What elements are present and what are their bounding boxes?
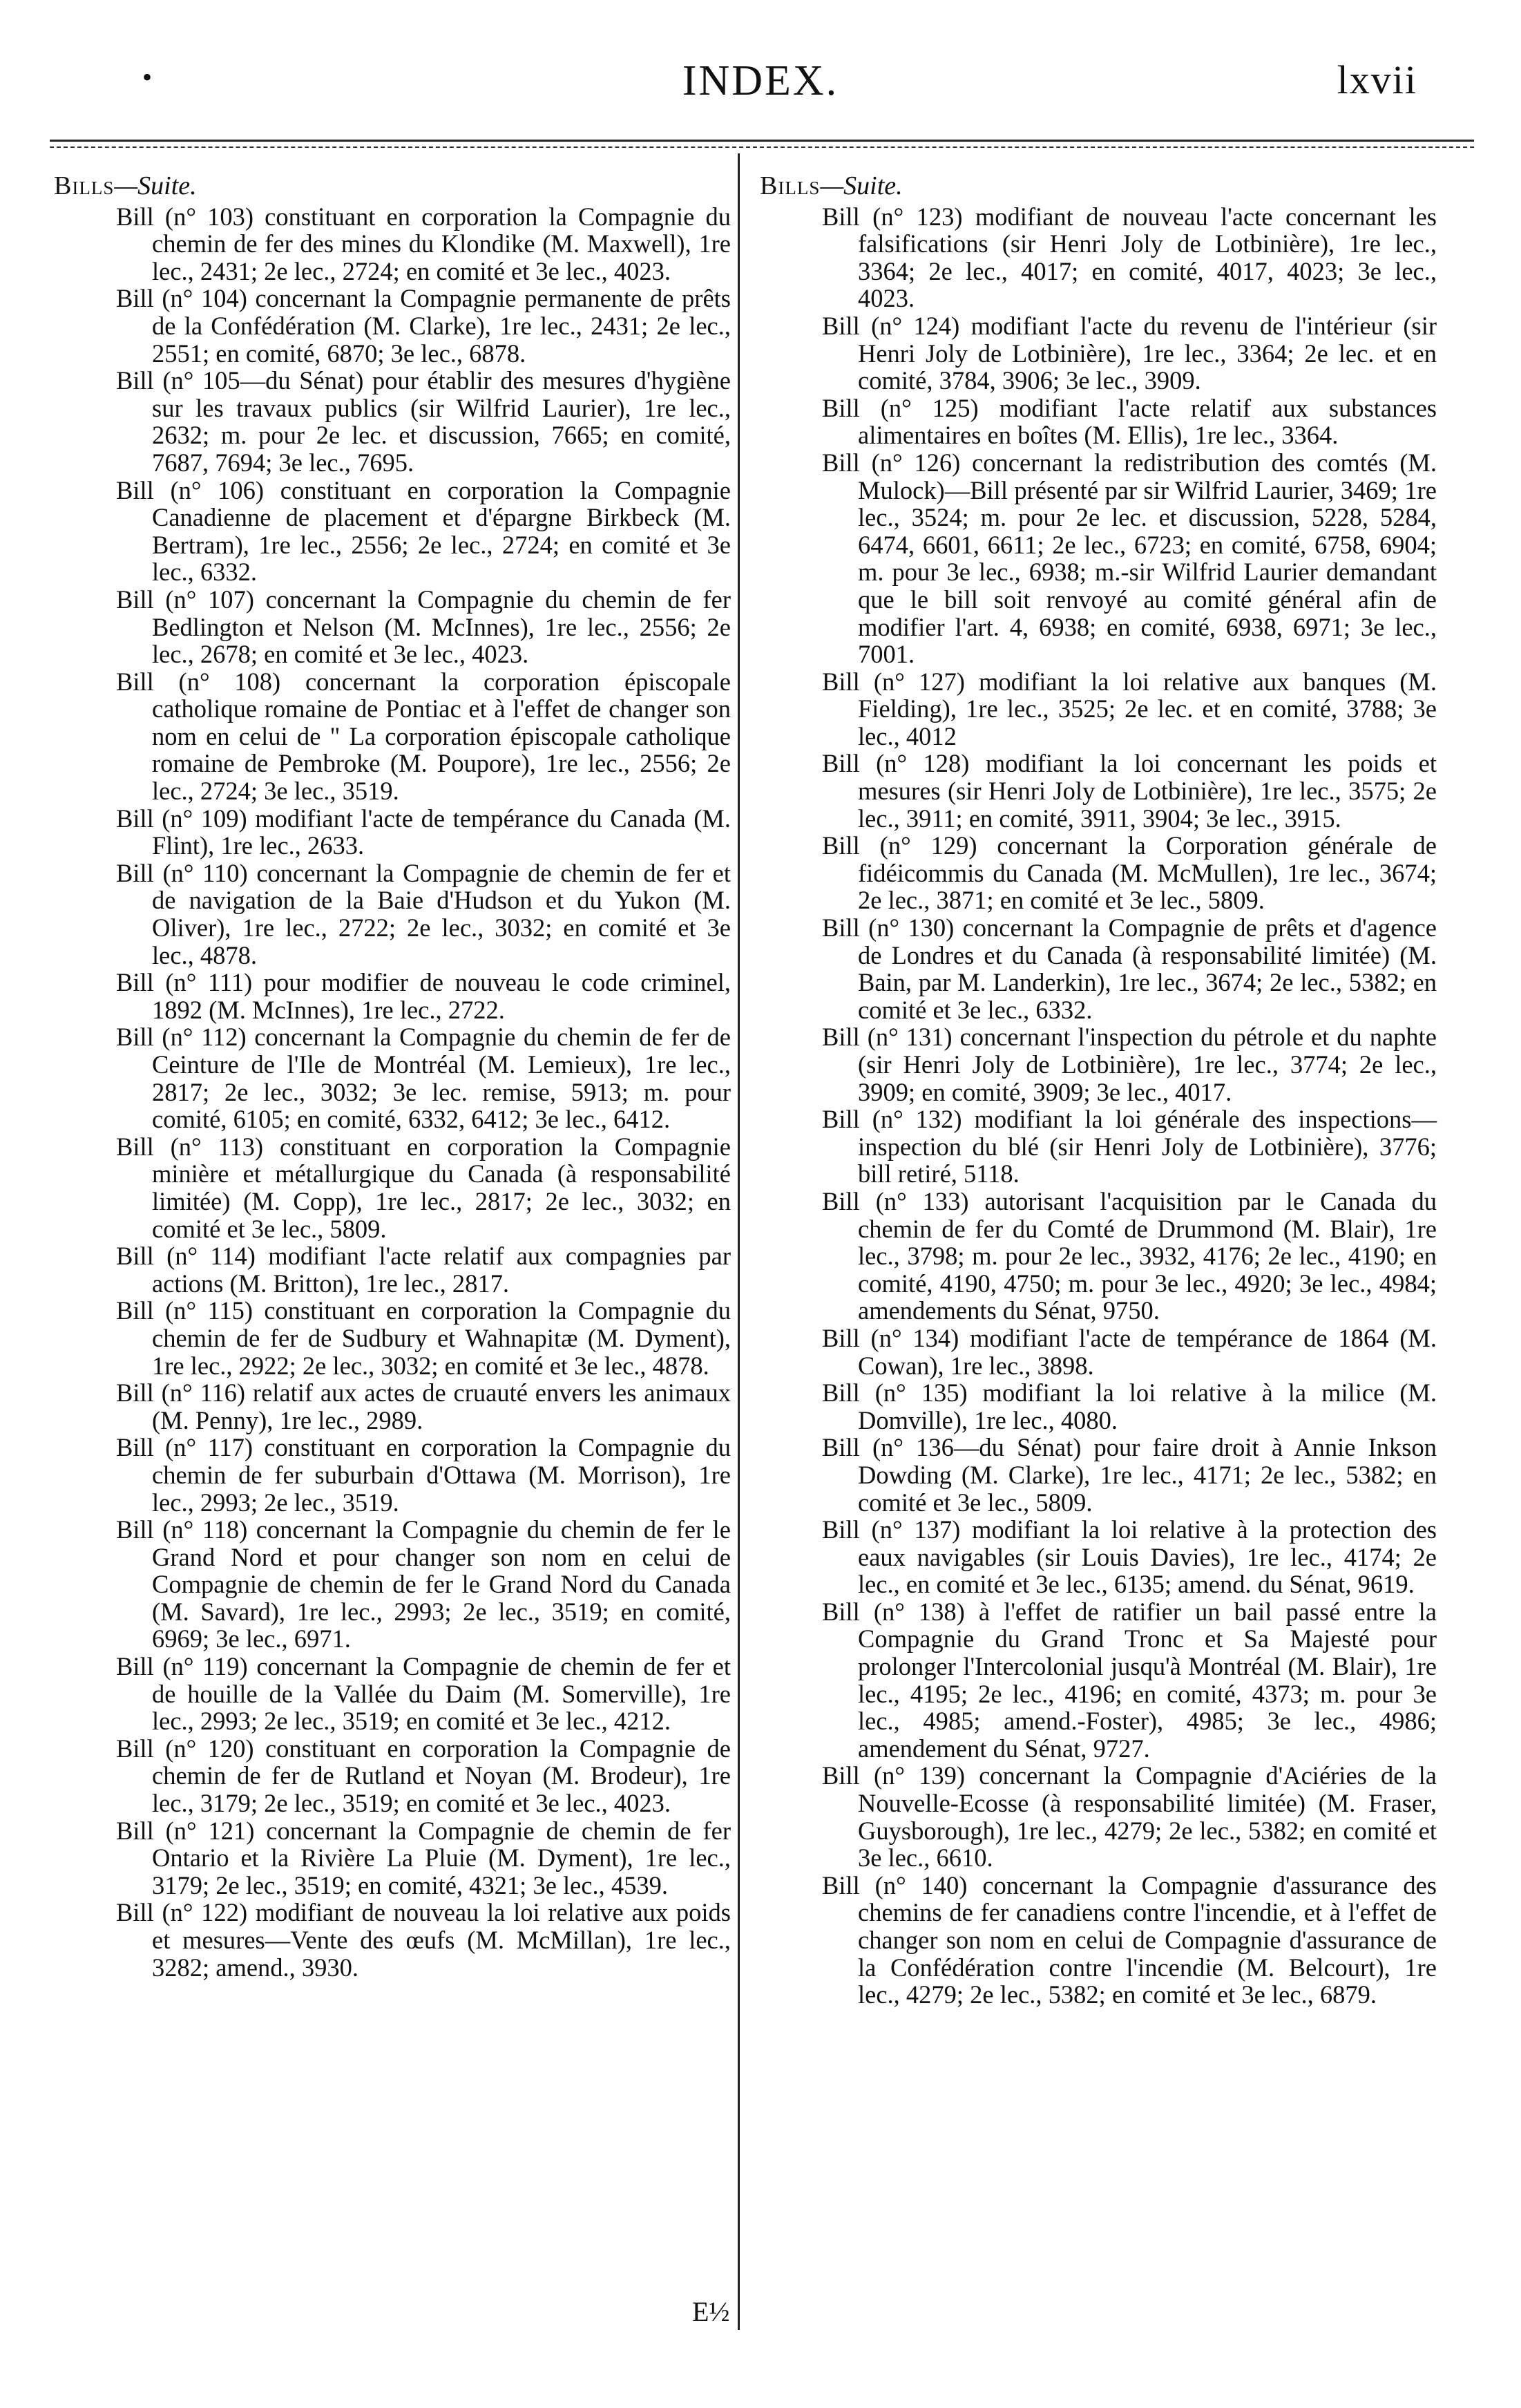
header-dot: • (142, 61, 153, 93)
left-column (54, 173, 731, 1981)
index-entry: Bill (n° 133) autorisant l'acquisition par le Canada du chemin de fer du Comté de Drummond (M. Blair), 1re lec., 3798; m. pour 2e lec., 3932, 4176; 2e lec., 4190; en comité, 4190, 4750; m. pour 3e lec., 4920; 3e lec., 4984; amendements du Sénat, 9750. (822, 1186, 1437, 1325)
section-suffix: —Suite. (820, 171, 903, 200)
index-entry: Bill (n° 127) modifiant la loi relative aux banques (M. Fielding), 1re lec., 3525; 2e lec. et en comité, 3788; 3e lec., 4012 (822, 667, 1437, 750)
index-entry: Bill (n° 131) concernant l'inspection du pétrole et du naphte (sir Henri Joly de Lotbinière), 1re lec., 3774; 2e lec., 3909; en comité, 3909; 3e lec., 4017. (822, 1023, 1437, 1106)
index-entry: Bill (n° 111) pour modifier de nouveau le code criminel, 1892 (M. McInnes), 1re lec., 2722. (116, 968, 731, 1024)
right-column (760, 173, 1437, 2009)
index-entry: Bill (n° 110) concernant la Compagnie de chemin de fer et de navigation de la Baie d'Hudson et du Yukon (M. Oliver), 1re lec., 2722; 2e lec., 3032; en comité et 3e lec., 4878. (116, 858, 731, 969)
index-entry: Bill (n° 129) concernant la Corporation générale de fidéicommis du Canada (M. McMullen), 1re lec., 3674; 2e lec., 3871; en comité et 3e lec., 5809. (822, 831, 1437, 915)
index-entry: Bill (n° 136—du Sénat) pour faire droit à Annie Inkson Dowding (M. Clarke), 1re lec., 4171; 2e lec., 5382; en comité et 3e lec., 5809. (822, 1433, 1437, 1517)
index-entry: Bill (n° 126) concernant la redistribution des comtés (M. Mulock)—Bill présenté par sir Wilfrid Laurier, 3469; 1re lec., 3524; m. pour 2e lec. et discussion, 5228, 5284, 6474, 6601, 6611; 2e lec., 6723; en comité, 6758, 6904; m. pour 3e lec., 6938; m.-sir Wilfrid Laurier demandant que le bill soit renvoyé au comité général afin de modifier l'art. 4, 6938; en comité, 6938, 6971; 3e lec., 7001. (822, 448, 1437, 669)
index-entry: Bill (n° 106) constituant en corporation la Compagnie Canadienne de placement et d'épargne Birkbeck (M. Bertram), 1re lec., 2556; 2e lec., 2724; en comité et 3e lec., 6332. (116, 475, 731, 587)
header-rule-dashed (50, 146, 1474, 148)
index-entry: Bill (n° 124) modifiant l'acte du revenu de l'intérieur (sir Henri Joly de Lotbinière), 1re lec., 3364; 2e lec. et en comité, 3784, 3906; 3e lec., 3909. (822, 311, 1437, 395)
index-entry: Bill (n° 120) constituant en corporation la Compagnie de chemin de fer de Rutland et Noyan (M. Brodeur), 1re lec., 3179; 2e lec., 3519; en comité et 3e lec., 4023. (116, 1734, 731, 1818)
index-entry: Bill (n° 137) modifiant la loi relative à la protection des eaux navigables (sir Louis Davies), 1re lec., 4174; 2e lec., en comité et 3e lec., 6135; amend. du Sénat, 9619. (822, 1515, 1437, 1599)
index-entry: Bill (n° 139) concernant la Compagnie d'Aciéries de la Nouvelle-Ecosse (à responsabilité limitée) (M. Fraser, Guysborough), 1re lec., 4279; 2e lec., 5382; en comité et 3e lec., 6610. (822, 1761, 1437, 1873)
printer-signature: E½ (692, 2296, 730, 2327)
index-entry: Bill (n° 103) constituant en corporation la Compagnie du chemin de fer des mines du Klondike (M. Maxwell), 1re lec., 2431; 2e lec., 2724; en comité et 3e lec., 4023. (116, 202, 731, 285)
index-entry: Bill (n° 132) modifiant la loi générale des inspections—inspection du blé (sir Henri Joly de Lotbinière), 3776; bill retiré, 5118. (822, 1105, 1437, 1188)
section-heading-right (760, 173, 1437, 200)
section-name: Bills (54, 171, 115, 200)
index-entry: Bill (n° 140) concernant la Compagnie d'assurance des chemins de fer canadiens contre l'incendie, et à l'effet de changer son nom en celui de Compagnie d'assurance de la Confédération contre l'incendie (M. Belcourt), 1re lec., 4279; 2e lec., 5382; en comité et 3e lec., 6879. (822, 1870, 1437, 2009)
index-entry: Bill (n° 116) relatif aux actes de cruauté envers les animaux (M. Penny), 1re lec., 2989. (116, 1378, 731, 1434)
header-rule (50, 140, 1474, 142)
index-entry: Bill (n° 107) concernant la Compagnie du chemin de fer Bedlington et Nelson (M. McInnes), 1re lec., 2556; 2e lec., 2678; en comité et 3e lec., 4023. (116, 585, 731, 669)
page-number: lxvii (1337, 57, 1417, 102)
index-entry: Bill (n° 119) concernant la Compagnie de chemin de fer et de houille de la Vallée du Daim (M. Somerville), 1re lec., 2993; 2e lec., 3519; en comité et 3e lec., 4212. (116, 1652, 731, 1736)
index-entry: Bill (n° 104) concernant la Compagnie permanente de prêts de la Confédération (M. Clarke), 1re lec., 2431; 2e lec., 2551; en comité, 6870; 3e lec., 6878. (116, 284, 731, 368)
index-entry: Bill (n° 130) concernant la Compagnie de prêts et d'agence de Londres et du Canada (à responsabilité limitée) (M. Bain, par M. Landerkin), 1re lec., 3674; 2e lec., 5382; en comité et 3e lec., 6332. (822, 913, 1437, 1024)
index-entry: Bill (n° 134) modifiant l'acte de tempérance de 1864 (M. Cowan), 1re lec., 3898. (822, 1323, 1437, 1380)
index-entry: Bill (n° 125) modifiant l'acte relatif aux substances alimentaires en boîtes (M. Ellis), 1re lec., 3364. (822, 393, 1437, 450)
entry-list-right (760, 203, 1437, 2009)
page-title: INDEX. (682, 57, 839, 104)
index-entry: Bill (n° 122) modifiant de nouveau la loi relative aux poids et mesures—Vente des œufs (M. McMillan), 1re lec., 3282; amend., 3930. (116, 1898, 731, 1982)
index-entry: Bill (n° 118) concernant la Compagnie du chemin de fer le Grand Nord et pour changer son nom en celui de Compagnie de chemin de fer le Grand Nord du Canada (M. Savard), 1re lec., 2993; 2e lec., 3519; en comité, 6969; 3e lec., 6971. (116, 1515, 731, 1653)
index-entry: Bill (n° 112) concernant la Compagnie du chemin de fer de Ceinture de l'Ile de Montréal (M. Lemieux), 1re lec., 2817; 2e lec., 3032; 3e lec. remise, 5913; m. pour comité, 6105; en comité, 6332, 6412; 3e lec., 6412. (116, 1023, 731, 1134)
index-entry: Bill (n° 108) concernant la corporation épiscopale catholique romaine de Pontiac et à l'effet de changer son nom en celui de " La corporation épiscopale catholique romaine de Pembroke (M. Poupore), 1re lec., 2556; 2e lec., 2724; 3e lec., 3519. (116, 667, 731, 806)
index-entry: Bill (n° 121) concernant la Compagnie de chemin de fer Ontario et la Rivière La Pluie (M. Dyment), 1re lec., 3179; 2e lec., 3519; en comité, 4321; 3e lec., 4539. (116, 1816, 731, 1899)
index-entry: Bill (n° 115) constituant en corporation la Compagnie du chemin de fer de Sudbury et Wahnapitæ (M. Dyment), 1re lec., 2922; 2e lec., 3032; en comité et 3e lec., 4878. (116, 1296, 731, 1380)
column-divider (738, 153, 740, 2330)
section-suffix: —Suite. (114, 171, 197, 200)
section-heading-left (54, 173, 731, 200)
section-name: Bills (760, 171, 821, 200)
page-header (0, 41, 1521, 111)
index-entry: Bill (n° 138) à l'effet de ratifier un bail passé entre la Compagnie du Grand Tronc et Sa Majesté pour prolonger l'Intercolonial jusqu'à Montréal (M. Blair), 1re lec., 4195; 2e lec., 4196; en comité, 4373; m. pour 3e lec., 4985; amend.-Foster), 4985; 3e lec., 4986; amendement du Sénat, 9727. (822, 1597, 1437, 1763)
index-entry: Bill (n° 123) modifiant de nouveau l'acte concernant les falsifications (sir Henri Joly de Lotbinière), 1re lec., 3364; 2e lec., 4017; en comité, 4017, 4023; 3e lec., 4023. (822, 202, 1437, 313)
index-entry: Bill (n° 128) modifiant la loi concernant les poids et mesures (sir Henri Joly de Lotbinière), 1re lec., 3575; 2e lec., 3911; en comité, 3911, 3904; 3e lec., 3915. (822, 749, 1437, 833)
index-entry: Bill (n° 117) constituant en corporation la Compagnie du chemin de fer suburbain d'Ottawa (M. Morrison), 1re lec., 2993; 2e lec., 3519. (116, 1433, 731, 1517)
index-entry: Bill (n° 135) modifiant la loi relative à la milice (M. Domville), 1re lec., 4080. (822, 1378, 1437, 1434)
index-entry: Bill (n° 113) constituant en corporation la Compagnie minière et métallurgique du Canada (à responsabilité limitée) (M. Copp), 1re lec., 2817; 2e lec., 3032; en comité et 3e lec., 5809. (116, 1132, 731, 1243)
index-entry: Bill (n° 105—du Sénat) pour établir des mesures d'hygiène sur les travaux publics (sir Wilfrid Laurier), 1re lec., 2632; m. pour 2e lec. et discussion, 7665; en comité, 7687, 7694; 3e lec., 7695. (116, 366, 731, 477)
index-entry: Bill (n° 114) modifiant l'acte relatif aux compagnies par actions (M. Britton), 1re lec., 2817. (116, 1242, 731, 1298)
entry-list-left (54, 203, 731, 1982)
index-entry: Bill (n° 109) modifiant l'acte de tempérance du Canada (M. Flint), 1re lec., 2633. (116, 804, 731, 860)
